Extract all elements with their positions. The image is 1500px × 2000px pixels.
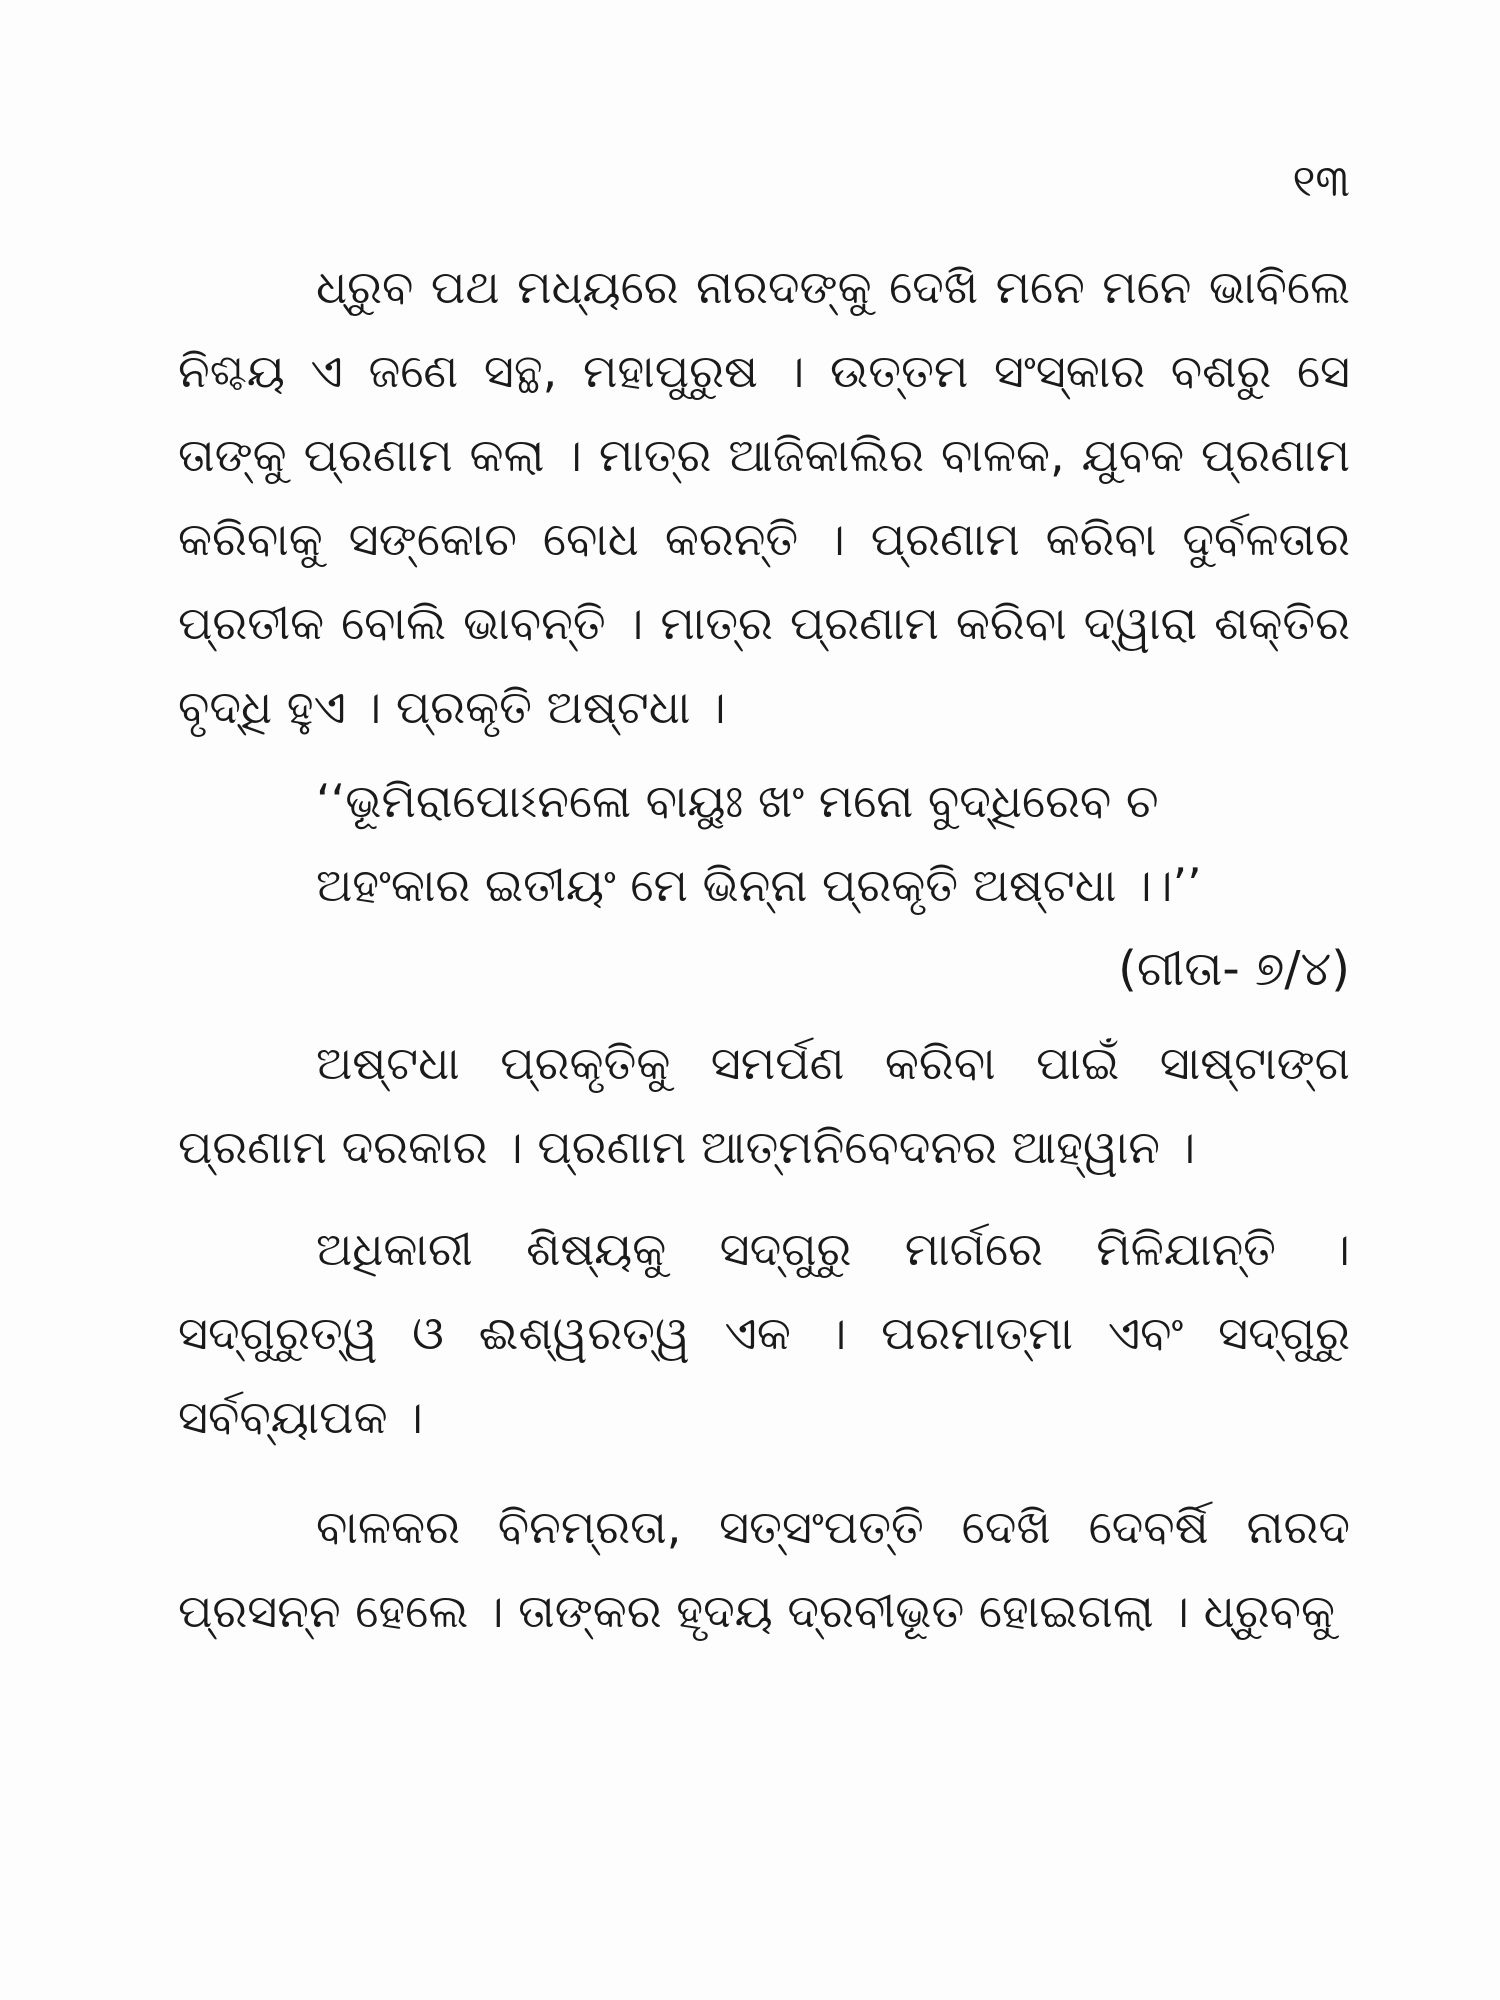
- verse-line-1: ‘‘ଭୂମିରାପୋଽନଳୋ ବାୟୁଃ ଖଂ ମନୋ ବୁଦ୍ଧିରେବ ଚ: [316, 774, 1159, 828]
- page-number: ୧୩: [1292, 156, 1350, 207]
- verse-citation: (ଗୀତା- ୭/୪): [1118, 941, 1350, 997]
- page-body: [178, 245, 1350, 1653]
- paragraph-ashtadha: ଅଷ୍ଟଧା ପ୍ରକୃତିକୁ ସମର୍ପଣ କରିବା ପାଇଁ ସାଷ୍ଟାଙ୍ଗ ପ୍ରଣାମ ଦରକାର । ପ୍ରଣାମ ଆତ୍ମନିବେଦନର ଆହ୍ୱାନ ।: [178, 1036, 1350, 1174]
- paragraph-dhruva-pranam: ଧ୍ରୁବ ପଥ ମଧ୍ୟରେ ନାରଦଙ୍କୁ ଦେଖି ମନେ ମନେ ଭାବିଲେ ନିଶ୍ଚୟ ଏ ଜଣେ ସନ୍ଥ, ମହାପୁରୁଷ । ଉତ୍ତମ ସଂସ୍କାର ବଶରୁ ସେ ତାଙ୍କୁ ପ୍ରଣାମ କଲା । ମାତ୍ର ଆଜିକାଲିର ବାଳକ, ଯୁବକ ପ୍ରଣାମ କରିବାକୁ ସଙ୍କୋଚ ବୋଧ କରନ୍ତି । ପ୍ରଣାମ କରିବା ଦୁର୍ବଳତାର ପ୍ରତୀକ ବୋଲି ଭାବନ୍ତି । ମାତ୍ର ପ୍ରଣାମ କରିବା ଦ୍ୱାରା ଶକ୍ତିର ବୃଦ୍ଧି ହୁଏ । ପ୍ରକୃତି ଅଷ୍ଟଧା ।: [178, 260, 1350, 734]
- paragraph-narada: ବାଳକର ବିନମ୍ରତା, ସତ୍‌ସଂପତ୍ତି ଦେଖି ଦେବର୍ଷି ନାରଦ ପ୍ରସନ୍ନ ହେଲେ । ତାଙ୍କର ହୃଦୟ ଦ୍ରବୀଭୂତ ହୋଇଗଲା । ଧ୍ରୁବକୁ: [178, 1500, 1350, 1638]
- paragraph-sadguru: ଅଧିକାରୀ ଶିଷ୍ୟକୁ ସଦ୍‌ଗୁରୁ ମାର୍ଗରେ ମିଳିଯାନ୍ତି । ସଦ୍‌ଗୁରୁତ୍ୱ ଓ ଈଶ୍ୱରତ୍ୱ ଏକ । ପରମାତ୍ମା ଏବଂ ସଦ୍‌ଗୁରୁ ସର୍ବବ୍ୟାପକ ।: [178, 1222, 1350, 1444]
- verse-line-2: ଅହଂକାର ଇତୀୟଂ ମେ ଭିନ୍ନା ପ୍ରକୃତି ଅଷ୍ଟଧା ।।’’: [316, 858, 1202, 912]
